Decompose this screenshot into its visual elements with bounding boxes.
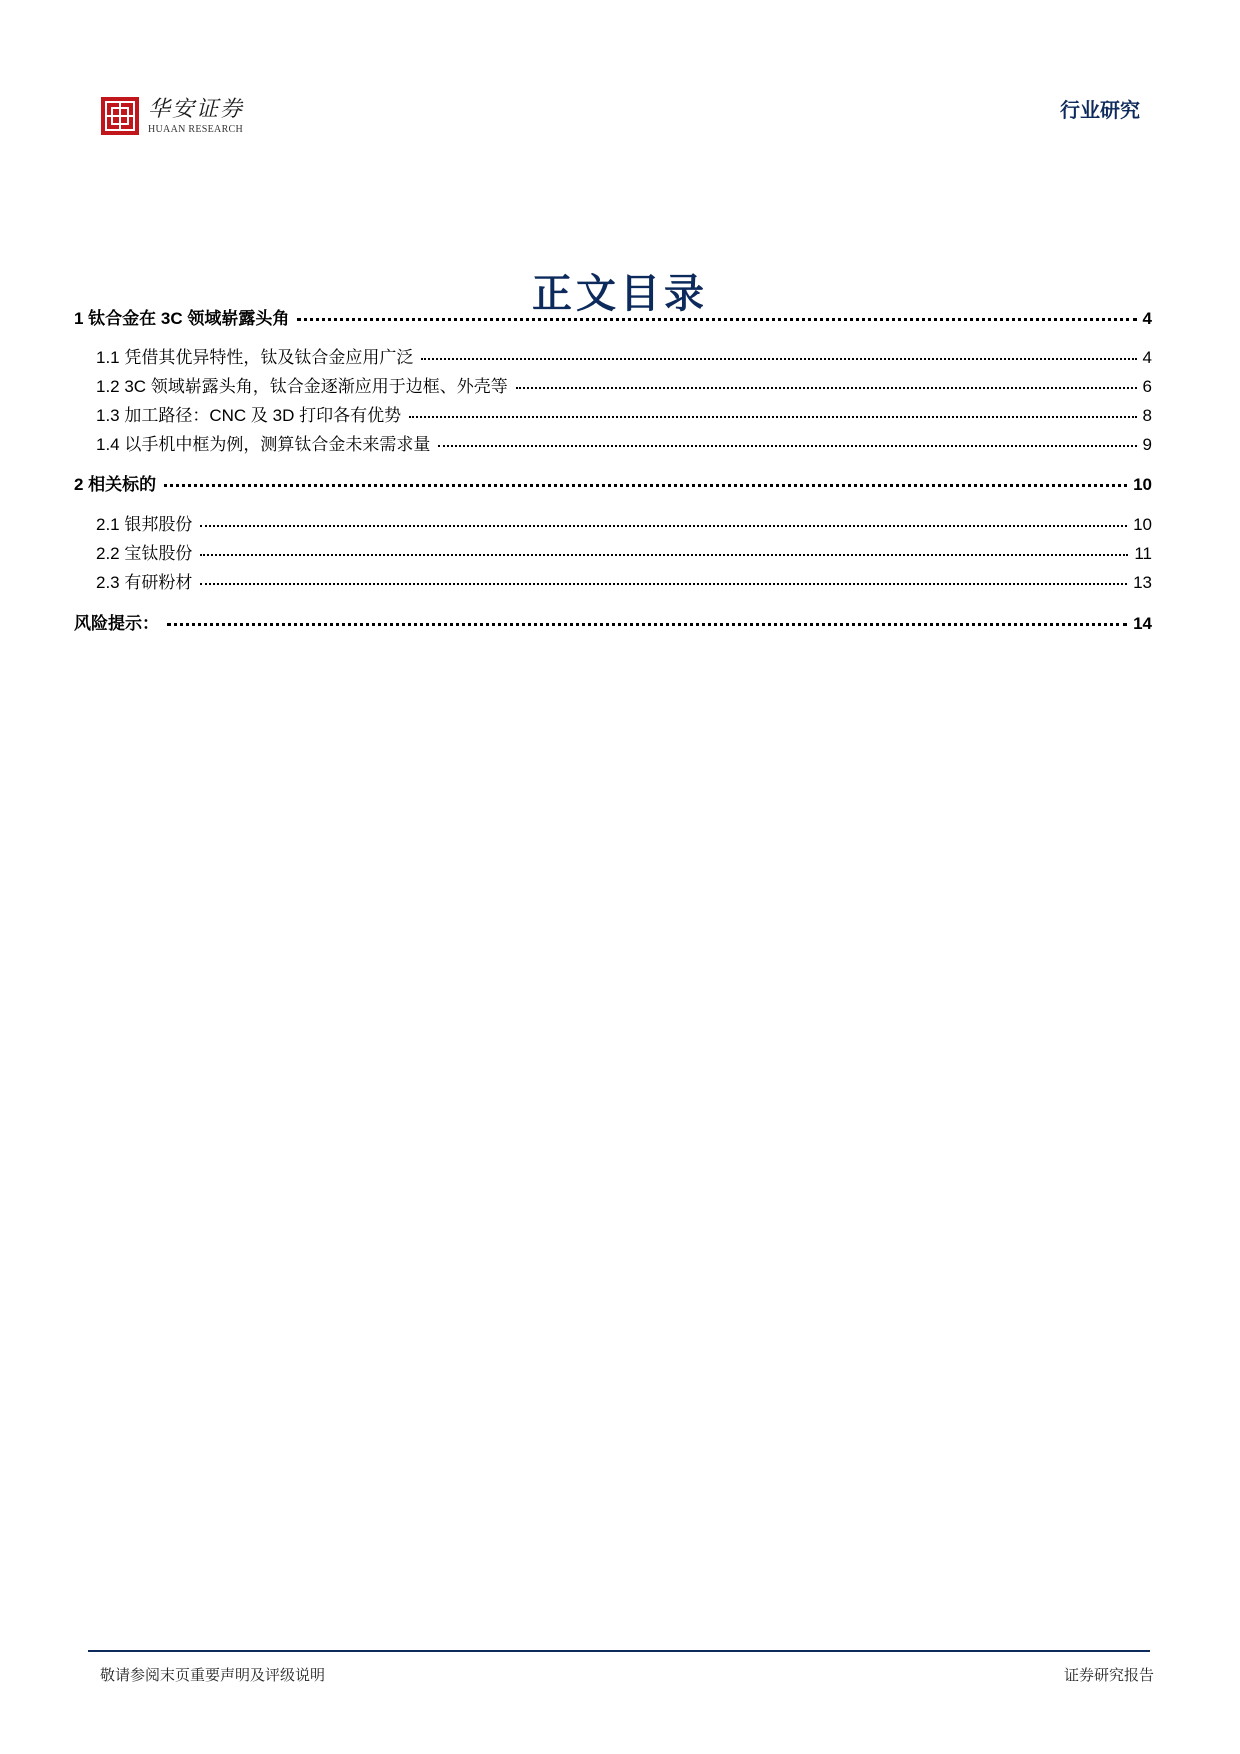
toc-entry-page: 9 bbox=[1142, 435, 1152, 454]
toc-entry-2-3[interactable] bbox=[74, 568, 1152, 593]
toc-entry-text: 1.2 3C 领域崭露头角，钛合金逐渐应用于边框、外壳等 bbox=[96, 377, 508, 396]
toc-entry-page: 6 bbox=[1142, 377, 1152, 396]
toc-entry-1-2[interactable] bbox=[74, 372, 1152, 397]
toc-entry-1[interactable] bbox=[74, 304, 1152, 329]
toc-entry-text: 2.3 有研粉材 bbox=[96, 573, 193, 592]
toc-entry-risk[interactable] bbox=[74, 609, 1152, 634]
footer-report-type: 证券研究报告 bbox=[1063, 1666, 1154, 1684]
toc-entry-text: 1.4 以手机中框为例，测算钛合金未来需求量 bbox=[96, 435, 431, 454]
toc-leader-dots bbox=[200, 554, 1128, 556]
huaan-seal-icon bbox=[100, 96, 140, 136]
toc-entry-page: 11 bbox=[1134, 544, 1152, 563]
toc-entry-page: 10 bbox=[1133, 515, 1152, 534]
toc-entry-2-1[interactable] bbox=[74, 510, 1152, 535]
company-logo bbox=[100, 96, 244, 136]
toc-entry-1-1[interactable] bbox=[74, 343, 1152, 368]
toc-entry-text: 1.3 加工路径：CNC 及 3D 打印各有优势 bbox=[96, 406, 402, 425]
toc-leader-dots bbox=[516, 387, 1137, 389]
toc-entry-text: 风险提示： bbox=[74, 614, 159, 633]
logo-chinese-name: 华安证券 bbox=[148, 96, 245, 122]
toc-entry-text: 2.2 宝钛股份 bbox=[96, 544, 193, 563]
toc-entry-page: 8 bbox=[1142, 406, 1152, 425]
toc-leader-dots bbox=[421, 358, 1136, 360]
toc-entry-page: 4 bbox=[1142, 309, 1152, 328]
footer-disclaimer: 敬请参阅末页重要声明及评级说明 bbox=[100, 1666, 326, 1684]
footer-divider bbox=[88, 1650, 1150, 1652]
toc-entry-text: 2.1 银邦股份 bbox=[96, 515, 193, 534]
toc-leader-dots bbox=[409, 416, 1136, 418]
logo-english-name: HUAAN RESEARCH bbox=[148, 123, 244, 135]
toc-entry-text: 1.1 凭借其优异特性，钛及钛合金应用广泛 bbox=[96, 348, 414, 367]
toc-entry-page: 4 bbox=[1142, 348, 1152, 367]
toc-entry-1-3[interactable] bbox=[74, 401, 1152, 426]
toc-entry-2-2[interactable] bbox=[74, 539, 1152, 564]
toc-entry-text: 2 相关标的 bbox=[74, 475, 157, 494]
toc-leader-dots bbox=[438, 445, 1136, 447]
toc-entry-page: 13 bbox=[1133, 573, 1152, 592]
toc-leader-dots bbox=[164, 484, 1127, 487]
toc-title: 正文目录 bbox=[532, 270, 708, 317]
toc-entry-1-4[interactable] bbox=[74, 430, 1152, 455]
toc-entry-page: 10 bbox=[1133, 475, 1152, 494]
toc-entry-2[interactable] bbox=[74, 470, 1152, 495]
report-category: 行业研究 bbox=[1060, 98, 1140, 122]
toc-entry-page: 14 bbox=[1133, 614, 1152, 633]
toc-leader-dots bbox=[297, 318, 1136, 321]
toc-leader-dots bbox=[200, 583, 1127, 585]
toc-leader-dots bbox=[200, 525, 1127, 527]
toc-entry-text: 1 钛合金在 3C 领域崭露头角 bbox=[74, 309, 290, 328]
toc-leader-dots bbox=[167, 623, 1127, 626]
